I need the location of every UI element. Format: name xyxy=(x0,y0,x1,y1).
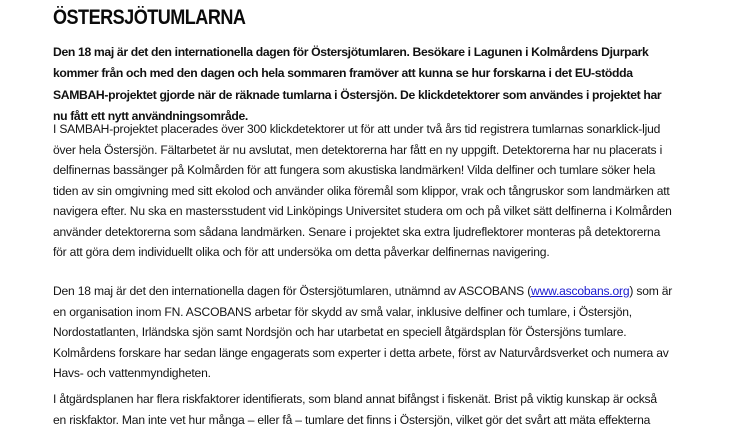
body-paragraph-3: I åtgärdsplanen har flera riskfaktorer identifierats, som bland annat bifångst i fiskenät. Brist på viktig kunskap är också en riskfaktor. Man inte vet hur många – eller få – tumlare det finns i Östersjön, vilket gör det svårt att mäta effekterna xyxy=(53,392,657,427)
body-paragraph-2 xyxy=(53,281,673,384)
document-title: ÖSTERSJÖTUMLARNA xyxy=(53,6,246,29)
paragraph-2-text-end: ) som är en organisation inom FN. ASCOBANS arbetar för skydd av små valar, inklusive delfiner och tumlare, i Östersjön, Nordostatlanten, Irländska sjön samt Nordsjön och har utarbetat en speciell åtgärdsplan för Östersjöns tumlare. Kolmårdens forskare har sedan länge engagerats som experter i detta arbete, först av Naturvårdsverket och numera av Havs- och vattenmyndigheten. xyxy=(53,284,673,380)
intro-paragraph: Den 18 maj är det den internationella dagen för Östersjötumlaren. Besökare i Lagunen i Kolmårdens Djurpark kommer från och med den dagen och hela sommaren framöver att kunna se hur forskarna i det EU-stödda SAMBAH-projektet gjorde när de räknade tumlarna i Östersjön. De klickdetektorer som användes i projektet har nu fått ett nytt användningsområde. xyxy=(53,45,662,124)
paragraph-2-text-start: Den 18 maj är det den internationella dagen för Östersjötumlaren, utnämnd av ASCOBANS ( xyxy=(53,284,532,298)
ascobans-link[interactable]: www.ascobans.org xyxy=(531,284,630,298)
body-paragraph-1: I SAMBAH-projektet placerades över 300 klickdetektorer ut för att under två års tid registrera tumlarnas sonarklick-ljud över hela Östersjön. Fältarbetet är nu avslutat, men detektorerna har fått en ny uppgift. Detektorerna har nu placerats i delfinernas bassänger på Kolmården för att fungera som akustiska landmärken! Vilda delfiner och tumlare söker hela tiden av sin omgivning med sitt ekolod och använder olika föremål som klippor, vrak och tångruskor som landmärken att navigera efter. Nu ska en mastersstudent vid Linköpings Universitet studera om och på vilket sätt delfinerna i Kolmården använder detektorerna som sådana landmärken. Senare i projektet ska extra ljudreflektorer monteras på detektorerna för att göra dem individuellt olika och för att undersöka om detta påverkar delfinernas navigering. xyxy=(53,122,672,259)
